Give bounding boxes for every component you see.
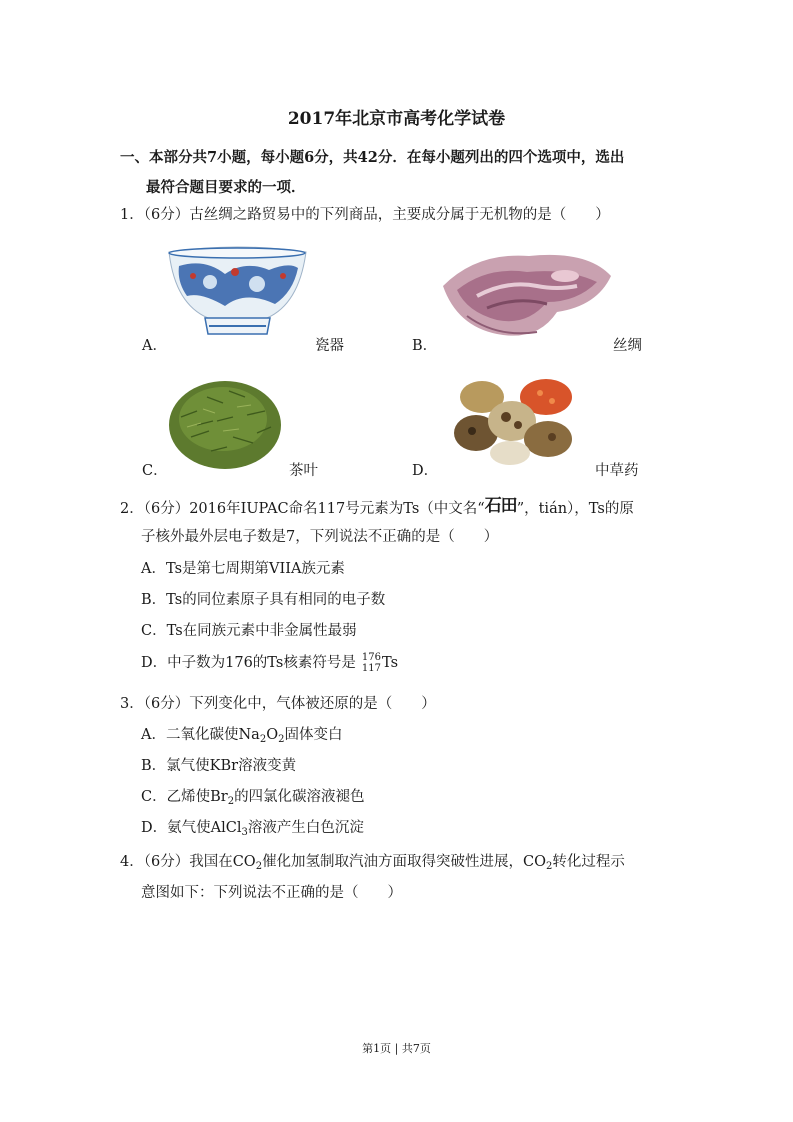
q3-a-pre: A．二氧化碳使Na <box>141 727 260 743</box>
atomic-number: 117 <box>361 663 381 674</box>
q2-option-a: A．Ts是第七周期第VIIA族元素 <box>141 561 345 577</box>
q2-stem-part-a: 2．（6分）2016年IUPAC命名117号元素为Ts（中文名“ <box>120 501 485 517</box>
q2-option-d <box>141 648 398 678</box>
question-4-stem-line-2: 意图如下：下列说法不正确的是（ ） <box>141 885 402 901</box>
q4-part-a: 4．（6分）我国在CO <box>120 854 256 870</box>
q1-option-c-letter: C． <box>142 463 168 479</box>
page-footer: 第1页 | 共7页 <box>362 1042 431 1055</box>
q3-option-a <box>141 720 342 755</box>
q1-option-c-label: 茶叶 <box>289 463 318 479</box>
q1-option-d-label: 中草药 <box>595 463 639 479</box>
q4-sub2: 2 <box>546 861 553 872</box>
q3-d-sub: 3 <box>241 827 248 838</box>
q2-option-b: B．Ts的同位素原子具有相同的电子数 <box>141 592 386 608</box>
exam-title: 2017年北京市高考化学试卷 <box>287 109 506 129</box>
q1-option-b-letter: B． <box>412 338 438 354</box>
question-1-stem: 1．（6分）古丝绸之路贸易中的下列商品，主要成分属于无机物的是（ ） <box>120 207 610 223</box>
herbal-medicine-image <box>452 367 577 469</box>
q4-part-c: 转化过程示 <box>552 854 625 870</box>
section-line-1: 一、本部分共7小题，每小题6分，共42分．在每小题列出的四个选项中，选出 <box>120 149 625 166</box>
mass-number: 176 <box>361 652 381 663</box>
q1-option-a-label: 瓷器 <box>315 338 344 354</box>
q3-a-sub1: 2 <box>259 734 267 745</box>
question-2-stem <box>120 491 634 524</box>
q3-a-post: 固体变白 <box>284 727 343 743</box>
q3-option-b: B．氯气使KBr溶液变黄 <box>141 758 297 774</box>
silk-scarf-image <box>437 246 615 344</box>
element-ts-glyph: 石田 <box>484 496 517 516</box>
tea-leaves-image <box>167 367 284 473</box>
question-3-stem: 3．（6分）下列变化中，气体被还原的是（ ） <box>120 696 436 712</box>
section-instructions <box>120 143 680 203</box>
section-line-2: 最符合题目要求的一项． <box>146 179 306 196</box>
nuclide-numbers <box>362 652 381 674</box>
q1-option-a-letter: A． <box>142 338 167 354</box>
porcelain-bowl-image <box>165 246 310 341</box>
q2-option-d-text: D．中子数为176的Ts核素符号是 <box>141 655 356 671</box>
q1-option-d-letter: D． <box>412 463 439 479</box>
q2-stem-part-b: ”，tián），Ts的原 <box>516 501 634 517</box>
question-2-stem-line-2: 子核外最外层电子数是7，下列说法不正确的是（ ） <box>141 529 499 545</box>
element-symbol: Ts <box>381 655 399 671</box>
q3-option-c <box>141 782 365 817</box>
q1-option-b-label: 丝绸 <box>613 338 642 354</box>
q3-a-sub2: 2 <box>278 734 285 745</box>
q3-d-post: 溶液产生白色沉淀 <box>247 820 364 836</box>
q3-d-pre: D．氨气使AlCl <box>141 820 242 836</box>
q3-c-pre: C．乙烯使Br <box>141 789 228 805</box>
q2-option-c: C．Ts在同族元素中非金属性最弱 <box>141 623 357 639</box>
q3-c-post: 的四氯化碳溶液褪色 <box>234 789 365 805</box>
q4-sub1: 2 <box>255 861 263 872</box>
question-4-stem <box>120 847 625 882</box>
q3-a-mid: O <box>266 727 279 743</box>
q3-option-d <box>141 813 364 848</box>
q3-c-sub: 2 <box>227 796 235 807</box>
q4-part-b: 催化加氢制取汽油方面取得突破性进展，CO <box>262 854 547 870</box>
